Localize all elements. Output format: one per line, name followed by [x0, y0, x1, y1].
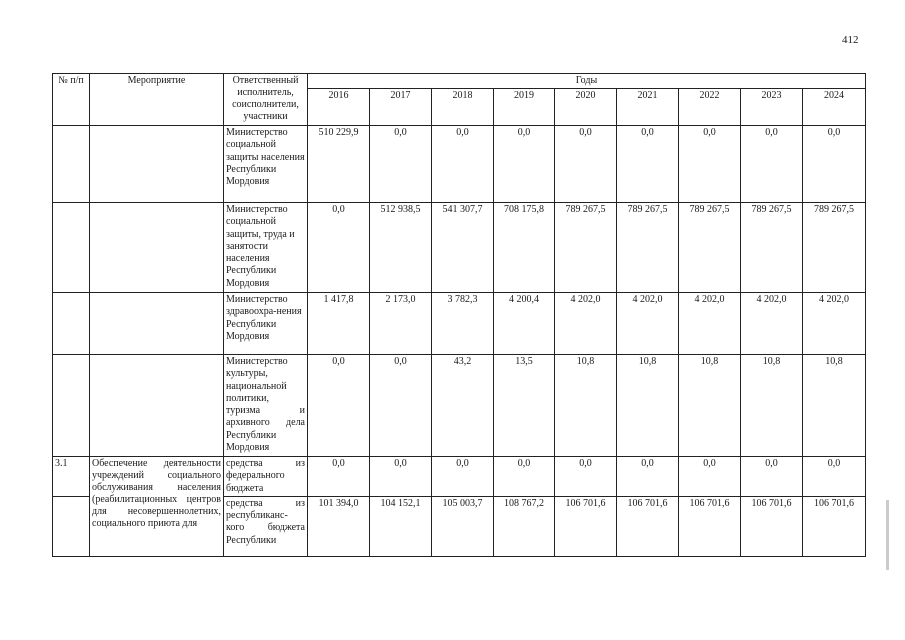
- row-value: 789 267,5: [803, 203, 866, 293]
- row-value: 0,0: [308, 355, 370, 457]
- row-value: 106 701,6: [679, 496, 741, 556]
- row-num: [53, 203, 90, 293]
- header-years: Годы: [308, 74, 866, 89]
- page-number: 412: [842, 34, 859, 46]
- table-row: [53, 293, 866, 355]
- header-year: 2023: [741, 89, 803, 126]
- row-value: 0,0: [308, 203, 370, 293]
- row-value: 10,8: [555, 355, 617, 457]
- row-value: 101 394,0: [308, 496, 370, 556]
- row-num: [53, 126, 90, 203]
- row-value: 10,8: [803, 355, 866, 457]
- header-year: 2020: [555, 89, 617, 126]
- row-value: 4 202,0: [617, 293, 679, 355]
- header-year: 2022: [679, 89, 741, 126]
- row-value: 2 173,0: [370, 293, 432, 355]
- row-value: 512 938,5: [370, 203, 432, 293]
- row-value: 43,2: [432, 355, 494, 457]
- header-year: 2018: [432, 89, 494, 126]
- row-value: 0,0: [741, 126, 803, 203]
- row-value: 0,0: [432, 126, 494, 203]
- row-value: 4 200,4: [494, 293, 555, 355]
- row-value: 4 202,0: [555, 293, 617, 355]
- row-value: 1 417,8: [308, 293, 370, 355]
- row-executor: Министерство здравоохра-нения Республики Мордовия: [224, 293, 308, 355]
- row-value: 0,0: [494, 126, 555, 203]
- row-num: [53, 496, 90, 556]
- row-value: 0,0: [555, 126, 617, 203]
- row-value: 104 152,1: [370, 496, 432, 556]
- row-value: 106 701,6: [617, 496, 679, 556]
- row-value: 0,0: [370, 126, 432, 203]
- budget-table: [52, 73, 866, 557]
- row-value: 13,5: [494, 355, 555, 457]
- row-value: 108 767,2: [494, 496, 555, 556]
- row-value: 0,0: [803, 126, 866, 203]
- header-executor: Ответственный исполнитель, соисполнители, участники: [224, 74, 308, 126]
- row-value: 789 267,5: [617, 203, 679, 293]
- row-value: 0,0: [555, 457, 617, 497]
- row-measure: [90, 126, 224, 203]
- table-row: [53, 457, 866, 497]
- header-year: 2016: [308, 89, 370, 126]
- row-value: 0,0: [741, 457, 803, 497]
- row-value: 0,0: [617, 126, 679, 203]
- row-value: 105 003,7: [432, 496, 494, 556]
- header-measure: Мероприятие: [90, 74, 224, 126]
- row-value: 789 267,5: [555, 203, 617, 293]
- row-value: 789 267,5: [741, 203, 803, 293]
- row-num: [53, 293, 90, 355]
- header-num: № п/п: [53, 74, 90, 126]
- header-year: 2017: [370, 89, 432, 126]
- row-value: 10,8: [741, 355, 803, 457]
- row-num: [53, 355, 90, 457]
- row-executor: средства из федерального бюджета: [224, 457, 308, 497]
- scan-artifact: [886, 500, 889, 570]
- row-value: 789 267,5: [679, 203, 741, 293]
- table-row: [53, 126, 866, 203]
- row-executor: Министерство культуры, национальной политики, туризма и архивного дела Республики Мордовия: [224, 355, 308, 457]
- row-value: 106 701,6: [803, 496, 866, 556]
- row-value: 10,8: [617, 355, 679, 457]
- row-num: 3.1: [53, 457, 90, 497]
- row-value: 106 701,6: [555, 496, 617, 556]
- row-executor: Министерство социальной защиты населения Республики Мордовия: [224, 126, 308, 203]
- table-row: [53, 355, 866, 457]
- row-value: 4 202,0: [741, 293, 803, 355]
- row-value: 10,8: [679, 355, 741, 457]
- row-measure: [90, 203, 224, 293]
- row-value: 541 307,7: [432, 203, 494, 293]
- row-value: 708 175,8: [494, 203, 555, 293]
- row-value: 0,0: [803, 457, 866, 497]
- row-value: 0,0: [370, 457, 432, 497]
- row-value: 4 202,0: [679, 293, 741, 355]
- row-measure: [90, 293, 224, 355]
- row-value: 0,0: [432, 457, 494, 497]
- row-value: 0,0: [679, 126, 741, 203]
- row-value: 0,0: [494, 457, 555, 497]
- row-value: 0,0: [370, 355, 432, 457]
- row-executor: средства из республиканс-кого бюджета Республики: [224, 496, 308, 556]
- table-row: [53, 203, 866, 293]
- row-value: 510 229,9: [308, 126, 370, 203]
- row-value: 106 701,6: [741, 496, 803, 556]
- row-measure: Обеспечение деятельности учреждений социального обслуживания населения (реабилитационных центров для несовершеннолетних, социального приюта для: [90, 457, 224, 557]
- row-executor: Министерство социальной защиты, труда и занятости населения Республики Мордовия: [224, 203, 308, 293]
- header-year: 2024: [803, 89, 866, 126]
- row-value: 3 782,3: [432, 293, 494, 355]
- row-measure: [90, 355, 224, 457]
- header-year: 2021: [617, 89, 679, 126]
- row-value: 0,0: [617, 457, 679, 497]
- row-value: 0,0: [679, 457, 741, 497]
- row-value: 4 202,0: [803, 293, 866, 355]
- row-value: 0,0: [308, 457, 370, 497]
- header-year: 2019: [494, 89, 555, 126]
